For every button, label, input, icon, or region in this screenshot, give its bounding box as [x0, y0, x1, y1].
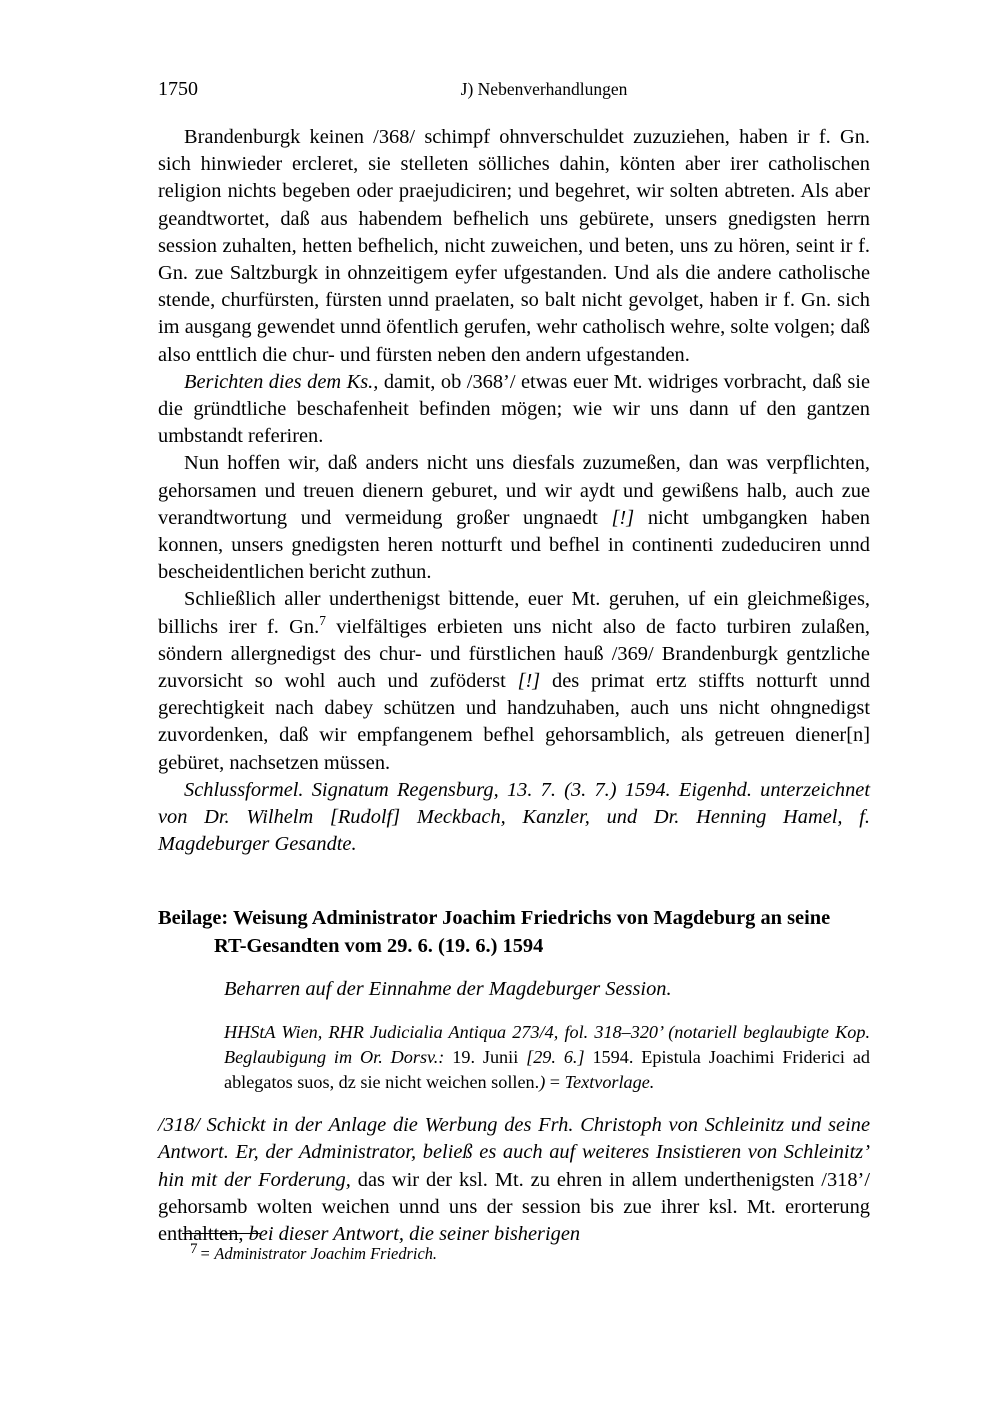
text-run: des primat ertz stiffts notturft unnd gerechtigkeit nach dabey schützen und handzuhaben, auch uns nicht ohngnedigst zuvordenken, daß wir empfangenem befhel gehorsamblich, als getreuen diener[n] gebüret, nachsetzen müssen. — [158, 670, 870, 774]
paragraph-3 — [158, 450, 870, 586]
page-number: 1750 — [158, 78, 198, 100]
footnote-text: = Administrator Joachim Friedrich. — [199, 1244, 438, 1263]
footnote-entry — [158, 1240, 870, 1265]
paragraph-4 — [158, 586, 870, 776]
paragraph-5-schlussformel — [158, 777, 870, 859]
text-run: = — [545, 1071, 565, 1092]
section-heading-line-2: RT-Gesandten vom 29. 6. (19. 6.) 1594 — [214, 935, 544, 958]
editorial-sic-mark: [!] — [611, 506, 635, 529]
archive-reference — [158, 1020, 870, 1095]
running-header — [158, 74, 870, 104]
text-run: nicht umbgangken haben konnen, unsers gnedigsten heren notturft und befhel in continenti zudeduciren unnd bescheidentlichen bericht zuthun. — [158, 506, 870, 584]
regest-run: bei dieser Antwort, die seiner bisherigen — [248, 1223, 581, 1246]
running-title: J) Nebenverhandlungen — [460, 79, 628, 99]
page-content — [158, 0, 870, 1249]
text-run-italic: [29. 6.] — [526, 1046, 585, 1067]
text-run-italic: Textvorlage. — [564, 1071, 655, 1092]
section-heading-line-1: Beilage: Weisung Administrator Joachim Friedrichs von Magdeburg an seine — [158, 907, 831, 930]
text-run: 19. Junii — [444, 1046, 527, 1067]
paragraph-1 — [158, 124, 870, 369]
section-rubrum: Beharren auf der Einnahme der Magdeburger Session. — [224, 978, 672, 1001]
editorial-sic-mark: [!] — [517, 670, 541, 693]
tail-paragraph-text — [158, 1112, 870, 1249]
section-heading — [158, 904, 870, 960]
text-run-italic: HHStA Wien, RHR Judicialia Antiqua 273/4, fol. 318–320’ (notariell beglaubigte Kop. Beglaubigung im Or. Dorsv.: — [224, 1021, 870, 1067]
body-text — [158, 124, 870, 858]
text-run: Schließlich aller underthenigst bittende, euer Mt. geruhen, uf ein gleichmeßiges, billichs irer f. Gn. — [158, 588, 870, 638]
text-run-italic: Berichten dies dem Ks., — [184, 370, 379, 393]
text-run: damit, ob /368’/ etwas euer Mt. widriges vorbracht, daß sie die gründtliche beschafenheit befinden mögen; wie wir uns dann uf den gantzen umbstandt referiren. — [158, 370, 870, 448]
text-run-italic: Schlussformel. Signatum Regensburg, 13. 7. (3. 7.) 1594. Eigenhd. unterzeichnet von Dr. Wilhelm [Rudolf] Meckbach, Kanzler, und Dr. Henning Hamel, f. Magdeburger Gesandte. — [158, 778, 870, 856]
text-run-italic: ) — [539, 1071, 546, 1092]
text-run: Brandenburgk keinen /368/ schimpf ohnverschuldet zuzuziehen, haben ir f. Gn. sich hinwieder ercleret, sie stelleten sölliches dahin, könten aber irer catholischen religion nichts begeben oder praejudiciren; und begehret, wir solten abtreten. Als aber geandtwortet, daß aus habendem befhelich uns gebürete, unsers gnedigsten herrn session zuhalten, hetten befhelich, nicht zuweichen, und beten, uns zu hören, seint ir f. Gn. zue Saltzburgk in ohnzeitigem eyfer ufgestanden. Und als die andere catholische stende, churfürsten, fürsten unnd praelaten, so balt nicht gevolget, haben ir f. Gn. sich im ausgang gewendet unnd öfentlich gerufen, wehr catholisch wehre, solte volgen; daß also enttlich die chur- und fürsten neben den andern ufgestanden. — [158, 126, 870, 366]
text-run: Nun hoffen wir, daß anders nicht uns diesfals zuzumeßen, dan was verpflichten, gehorsamen und treuen dienern geburet, und wir aydt und gewißens halb, auch zue verandtwortung und vermeidung großer ungnaedt — [158, 452, 870, 529]
footnote-separator-rule — [182, 1233, 260, 1234]
footnote-reference-7[interactable]: 7 — [319, 612, 326, 628]
paragraph-2 — [158, 369, 870, 451]
footnote-area — [158, 1233, 870, 1265]
text-run: 1594. Epistula Joachimi Friderici ad ablegatos suos, dz sie nicht weichen sollen. — [224, 1046, 870, 1092]
text-run: vielfältiges erbieten uns nicht also de facto turbiren zulaßen, söndern allergnedigst des chur- und fürstlichen hauß /369/ Brandenburgk gentzliche zuvorsicht so wohl auch und zuföderst — [158, 615, 870, 693]
regest-run: /318/ Schickt in der Anlage die Werbung des Frh. Christoph von Schleinitz und seine Antwort. Er, der Administrator, beließ es auch auf weiteres Insistieren von Schleinitz’ hin mit der Forderung, — [158, 1113, 870, 1191]
tail-paragraph — [158, 1112, 870, 1249]
footnote-number: 7 — [190, 1240, 198, 1257]
quote-run: das wir der ksl. Mt. zu ehren in allem underthenigsten /318’/ gehorsamb wolten weichen unnd uns der session bis zue ihrer ksl. Mt. erorterung enthaltten, — [158, 1168, 871, 1246]
beilage-section — [158, 904, 870, 1248]
